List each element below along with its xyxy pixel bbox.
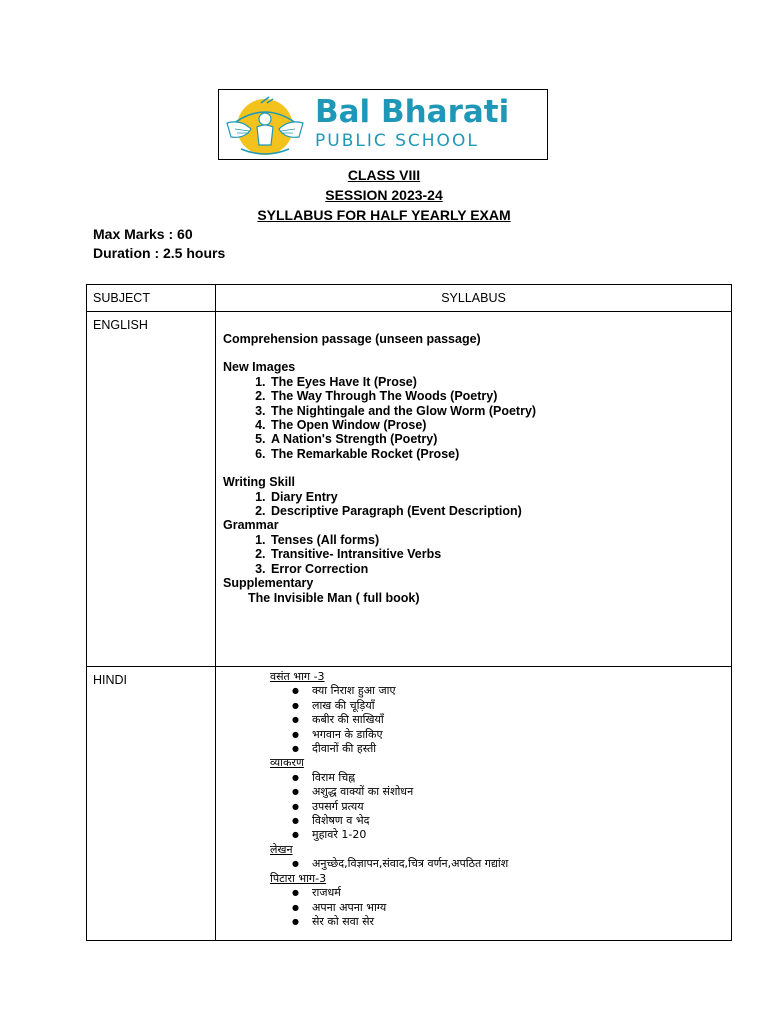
vasant-list [216,684,731,756]
session-heading: SESSION 2023-24 [325,187,443,203]
subject-english: ENGLISH [87,312,216,667]
list-item: 5. A Nation's Strength (Poetry) [269,432,725,446]
supplementary-book: The Invisible Man ( full book) [248,590,420,605]
list-item: ● राजधर्म [312,886,731,900]
table-row [87,667,732,941]
writing-title: Writing Skill [223,475,295,490]
grammar-title: Grammar [223,518,279,533]
list-item: ● अशुद्ध वाक्यों का संशोधन [312,785,731,799]
school-subname: PUBLIC SCHOOL [315,131,479,151]
list-item: ● मुहावरे 1-20 [312,828,731,842]
list-item: 3. The Nightingale and the Glow Worm (Poetry) [269,404,725,418]
new-images-list [223,375,725,461]
duration: Duration : 2.5 hours [93,245,226,261]
list-item: 3. Error Correction [269,562,725,576]
list-item: 2. The Way Through The Woods (Poetry) [269,389,725,403]
list-item: ● क्या निराश हुआ जाए [312,684,731,698]
emblem-icon [221,93,309,157]
school-logo [218,89,548,160]
lekhan-list [216,857,731,871]
table-header-row [87,285,732,312]
hindi-syllabus [216,667,732,941]
list-item: ● सेर को सवा सेर [312,915,731,929]
list-item: ● भगवान के डाकिए [312,728,731,742]
list-item: ● विशेषण व भेद [312,814,731,828]
list-item: 2. Descriptive Paragraph (Event Description) [269,504,725,518]
list-item: 1. Diary Entry [269,490,725,504]
vyakaran-list [216,771,731,843]
class-heading: CLASS VIII [347,167,421,183]
list-item: ● विराम चिह्न [312,771,731,785]
vasant-title: वसंत भाग -3 [270,670,325,683]
list-item: 1. The Eyes Have It (Prose) [269,375,725,389]
list-item: 2. Transitive- Intransitive Verbs [269,547,725,561]
list-item: 4. The Open Window (Prose) [269,418,725,432]
exam-title: SYLLABUS FOR HALF YEARLY EXAM [257,207,511,223]
supplementary-title: Supplementary [223,576,314,591]
header-subject: SUBJECT [87,285,216,312]
list-item: ● उपसर्ग प्रत्यय [312,800,731,814]
list-item: ● अपना अपना भाग्य [312,901,731,915]
subject-hindi: HINDI [87,667,216,941]
list-item: ● अनुच्छेद,विज्ञापन,संवाद,चित्र वर्णन,अपठित गद्यांश [312,857,731,871]
list-item: ● कबीर की साखियाँ [312,713,731,727]
lekhan-title: लेखन [270,842,293,856]
syllabus-table [86,284,732,941]
pitara-list [216,886,731,929]
max-marks: Max Marks : 60 [93,226,193,242]
pitara-title: पिटारा भाग-3 [270,871,327,885]
new-images-title: New Images [223,360,296,375]
list-item: 1. Tenses (All forms) [269,533,725,547]
writing-list [223,490,725,519]
comprehension: Comprehension passage (unseen passage) [223,332,481,346]
list-item: ● दीवानों की हस्ती [312,742,731,756]
table-row [87,312,732,667]
school-name: Bal Bharati [315,94,510,130]
header-syllabus: SYLLABUS [216,285,732,312]
list-item: ● लाख की चूड़ियाँ [312,699,731,713]
english-syllabus [216,312,732,667]
grammar-list [223,533,725,576]
list-item: 6. The Remarkable Rocket (Prose) [269,447,725,461]
vyakaran-title: व्याकरण [270,756,304,770]
